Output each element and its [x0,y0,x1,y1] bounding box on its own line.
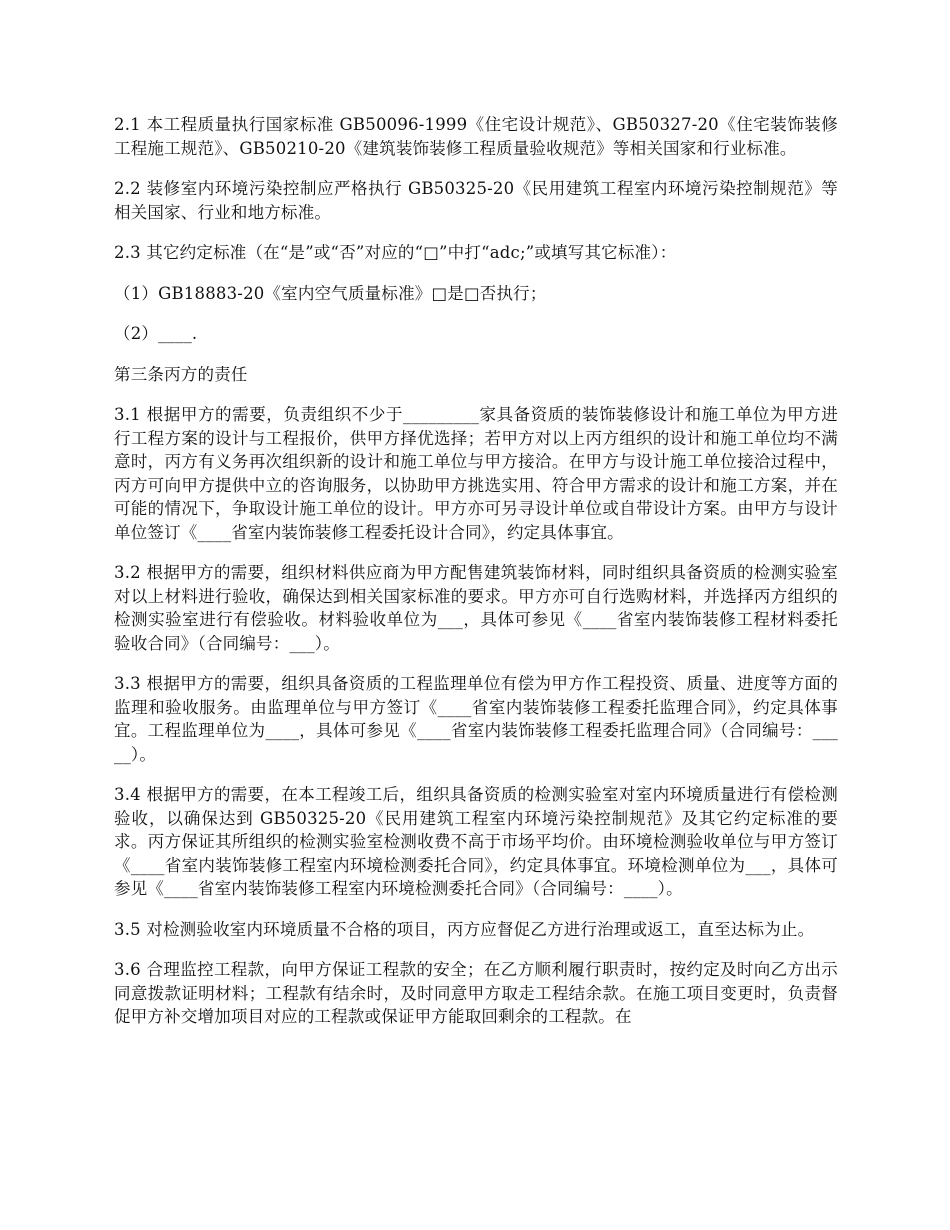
clause-2-3-item-2: （2）____. [114,324,198,343]
clause-3-5: 3.5 对检测验收室内环境质量不合格的项目，丙方应督促乙方进行治理或返工，直至达标为止。 [114,919,815,939]
clause-3-4: 3.4 根据甲方的需要，在本工程竣工后，组织具备资质的检测实验室对室内环境质量进行有偿检测验收，以确保达到 GB50325-20《民用建筑工程室内环境污染控制规范》及其它约定标准的要求。丙方保证其所组织的检测实验室检测收费不高于市场平均价。由环境检测验收单位与甲方签订《____省室内装饰装修工程室内环境检测委托合同》，约定具体事宜。环境检测单位为___，具体可参见《____省室内装饰装修工程室内环境检测委托合同》（合同编号：____）。 [114,785,838,898]
clause-3-6: 3.6 合理监控工程款，向甲方保证工程款的安全；在乙方顺利履行职责时，按约定及时向乙方出示同意拨款证明材料；工程款有结余时，及时同意甲方取走工程结余款。在施工项目变更时，负责督促甲方补交增加项目对应的工程款或保证甲方能取回剩余的工程款。在 [114,960,838,1026]
document-page [114,113,838,1046]
clause-3-1: 3.1 根据甲方的需要，负责组织不少于_________家具备资质的装饰装修设计和施工单位为甲方进行工程方案的设计与工程报价，供甲方择优选择；若甲方对以上丙方组织的设计和施工单位均不满意时，丙方有义务再次组织新的设计和施工单位与甲方接洽。在甲方与设计施工单位接洽过程中，丙方可向甲方提供中立的咨询服务，以协助甲方挑选实用、符合甲方需求的设计和施工方案，并在可能的情况下，争取设计施工单位的设计。甲方亦可另寻设计单位或自带设计方案。由甲方与设计单位签订《____省室内装饰装修工程委托设计合同》，约定具体事宜。 [114,405,838,542]
clause-2-2: 2.2 装修室内环境污染控制应严格执行 GB50325-20《民用建筑工程室内环境污染控制规范》等相关国家、行业和地方标准。 [114,179,838,222]
clause-2-3: 2.3 其它约定标准（在“是”或“否”对应的“□”中打“adc;”或填写其它标准）： [114,243,677,262]
clause-2-3-item-1: （1）GB18883-20《室内空气质量标准》□是□否执行； [114,283,547,303]
clause-3-2: 3.2 根据甲方的需要，组织材料供应商为甲方配售建筑装饰材料，同时组织具备资质的检测实验室对以上材料进行验收，确保达到相关国家标准的要求。甲方亦可自行选购材料，并选择丙方组织的检测实验室进行有偿验收。材料验收单位为___，具体可参见《____省室内装饰装修工程材料委托验收合同》（合同编号：___）。 [114,563,838,653]
clause-2-1: 2.1 本工程质量执行国家标准 GB50096-1999《住宅设计规范》、GB50327-20《住宅装饰装修工程施工规范》、GB50210-20《建筑装饰装修工程质量验收规范》等相关国家和行业标准。 [114,115,838,158]
section-heading-article-3: 第三条丙方的责任 [114,364,248,384]
clause-3-3: 3.3 根据甲方的需要，组织具备资质的工程监理单位有偿为甲方作工程投资、质量、进度等方面的监理和验收服务。由监理单位与甲方签订《____省室内装饰装修工程委托监理合同》，约定具体事宜。工程监理单位为____，具体可参见《____省室内装饰装修工程委托监理合同》（合同编号：_____）。 [114,674,838,764]
